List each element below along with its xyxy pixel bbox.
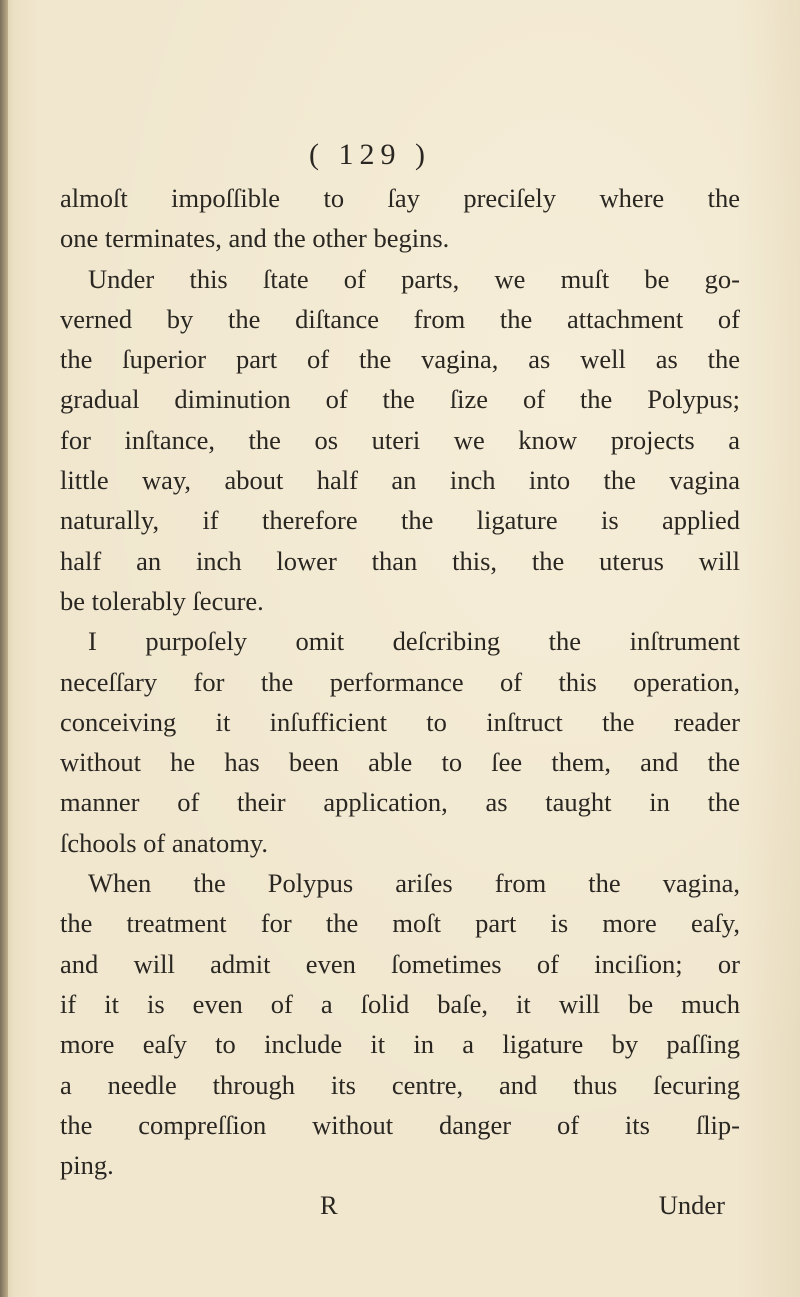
text-line: be tolerably ſecure. — [60, 585, 264, 616]
text-line: the compreſſion without danger of its ſlip- — [60, 1109, 740, 1140]
text-line: naturally, if therefore the ligature is applied — [60, 505, 740, 536]
text-line: a needle through its centre, and thus ſecuring — [60, 1069, 740, 1100]
page-edge-shadow — [0, 0, 8, 1297]
text-line: ping. — [60, 1150, 114, 1181]
signature-row — [60, 1185, 740, 1225]
text-line: one terminates, and the other begins. — [60, 223, 450, 254]
text-line: I purpoſely omit deſcribing the inſtrument — [88, 626, 740, 657]
text-line: gradual diminution of the ſize of the Polypus; — [60, 384, 740, 415]
text-line: more eaſy to include it in a ligature by paſſing — [60, 1029, 740, 1060]
text-line: verned by the diſtance from the attachment of — [60, 303, 740, 334]
text-line: neceſſary for the performance of this operation, — [60, 666, 740, 697]
text-line: half an inch lower than this, the uterus will — [60, 545, 740, 576]
text-line: ſchools of anatomy. — [60, 827, 269, 858]
text-line: almoſt impoſſible to ſay preciſely where the — [60, 183, 740, 213]
text-line: Under this ſtate of parts, we muſt be go- — [88, 263, 740, 294]
text-line: conceiving it inſufficient to inſtruct the reader — [60, 706, 740, 737]
signature-mark: R — [320, 1190, 338, 1221]
text-line: the ſuperior part of the vagina, as well as the — [60, 344, 740, 375]
body-text — [60, 178, 740, 1226]
text-line: the treatment for the moſt part is more eaſy, — [60, 908, 740, 939]
text-line: manner of their application, as taught in the — [60, 787, 740, 818]
text-line: When the Polypus ariſes from the vagina, — [88, 868, 740, 899]
text-line: and will admit even ſometimes of inciſion; or — [60, 948, 740, 979]
text-line: little way, about half an inch into the vagina — [60, 465, 740, 496]
text-line: if it is even of a ſolid baſe, it will be much — [60, 988, 740, 1019]
catchword: Under — [658, 1190, 725, 1221]
text-line: for inſtance, the os uteri we know projects a — [60, 424, 740, 455]
page-number: ( 129 ) — [309, 138, 431, 171]
text-line: without he has been able to ſee them, and the — [60, 747, 740, 778]
